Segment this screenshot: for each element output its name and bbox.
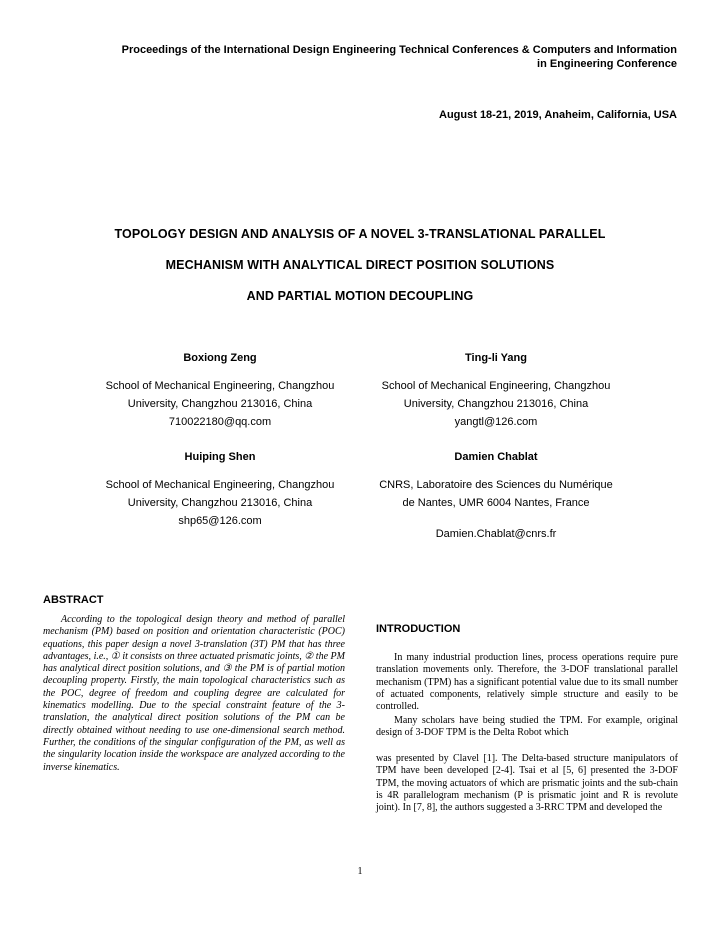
- author-block-zeng: [80, 349, 360, 431]
- author-block-chablat: [356, 448, 636, 543]
- introduction-heading: INTRODUCTION: [376, 623, 461, 635]
- author-name: Ting-li Yang: [465, 352, 527, 364]
- author-affiliation-line-1: School of Mechanical Engineering, Changzhou: [381, 380, 611, 392]
- author-affiliation-line-2: de Nantes, UMR 6004 Nantes, France: [402, 497, 590, 509]
- author-affiliation-line-2: University, Changzhou 213016, China: [127, 398, 313, 410]
- author-name: Boxiong Zeng: [183, 352, 257, 364]
- author-email: Damien.Chablat@cnrs.fr: [435, 528, 557, 540]
- author-block-yang: [356, 349, 636, 431]
- page-number: 1: [357, 866, 363, 877]
- author-affiliation-line-2: University, Changzhou 213016, China: [403, 398, 589, 410]
- author-email: 710022180@qq.com: [168, 416, 272, 428]
- conference-title: Proceedings of the International Design Engineering Technical Conferences & Computers and Information in Engineering Conference: [121, 44, 677, 70]
- introduction-paragraph-3: was presented by Clavel [1]. The Delta-based structure manipulators of TPM have been developed [2-4]. Tsai et al [5, 6] presented the 3-DOF TPM, the moving actuators of which are prismatic joints and the sub-chain is 4R parallelogram mechanism (P is prismatic joint and R is revolute joint). In [7, 8], the authors suggested a 3-RRC TPM and developed the: [376, 753, 678, 814]
- author-affiliation-line-2: University, Changzhou 213016, China: [127, 497, 313, 509]
- abstract-heading: ABSTRACT: [43, 594, 104, 606]
- author-name: Damien Chablat: [454, 451, 538, 463]
- author-affiliation-line-1: CNRS, Laboratoire des Sciences du Numérique: [379, 479, 613, 491]
- paper-title-line-3: AND PARTIAL MOTION DECOUPLING: [246, 289, 474, 303]
- author-affiliation-line-1: School of Mechanical Engineering, Changzhou: [105, 380, 335, 392]
- author-block-shen: [80, 448, 360, 530]
- introduction-paragraph-2: Many scholars have being studied the TPM. For example, original design of 3-DOF TPM is the Delta Robot which: [376, 715, 678, 739]
- introduction-paragraph-1: In many industrial production lines, process operations require pure translation movements only. Therefore, the 3-DOF translational parallel mechanism (TPM) has a significant potential value due to its small number of actuated components, relatively simple structure and easily to be controlled.: [376, 652, 678, 713]
- author-name: Huiping Shen: [184, 451, 256, 463]
- paper-title-line-2: MECHANISM WITH ANALYTICAL DIRECT POSITION SOLUTIONS: [165, 258, 555, 272]
- paper-title-line-1: TOPOLOGY DESIGN AND ANALYSIS OF A NOVEL 3-TRANSLATIONAL PARALLEL: [114, 227, 606, 241]
- author-email: yangtl@126.com: [454, 416, 538, 428]
- conference-date-location: August 18-21, 2019, Anaheim, California, USA: [439, 109, 677, 121]
- author-email: shp65@126.com: [178, 515, 262, 527]
- abstract-text: According to the topological design theory and method of parallel mechanism (PM) based on position and orientation characteristic (POC) equations, this paper design a novel 3-translation (3T) PM that has three advantages, i.e., ① it consists on three actuated prismatic joints, ② the PM has analytical direct position solutions, and ③ the PM is of partial motion decoupling property. Firstly, the main topological characteristics such as the POC, degree of freedom and coupling degree are calculated for kinematics modelling. Due to the special constraint feature of the 3-translation, the analytical direct position solutions of the PM can be directly obtained without needing to use one-dimensional search method. Further, the conditions of the singular configuration of the PM, as well as the singularity location inside the workspace are analyzed according to the inverse kinematics.: [43, 614, 345, 773]
- author-affiliation-line-1: School of Mechanical Engineering, Changzhou: [105, 479, 335, 491]
